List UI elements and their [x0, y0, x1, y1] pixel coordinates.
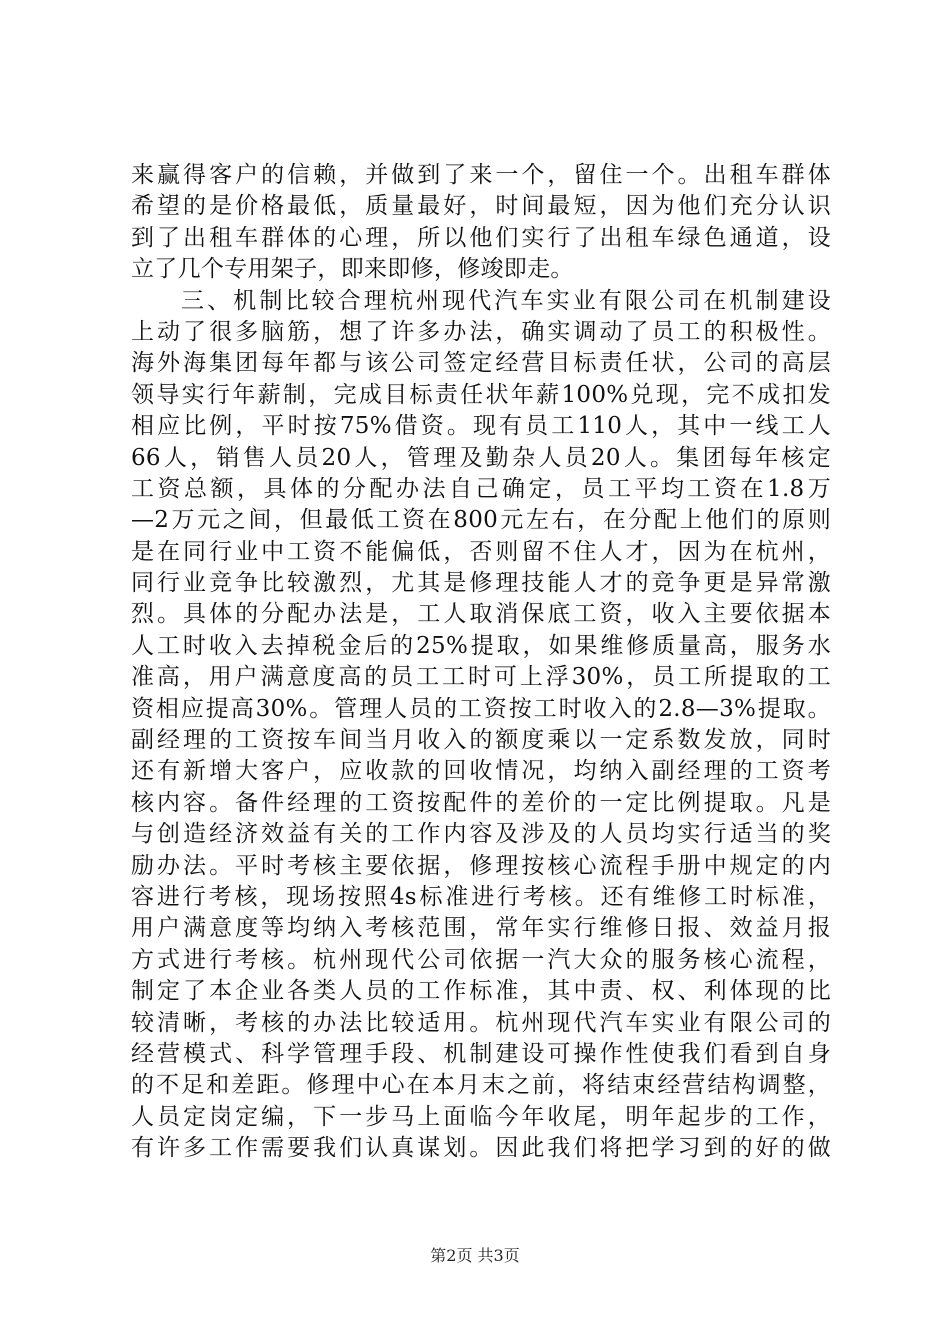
text-line: 方式进行考核。杭州现代公司依据一汽大众的服务核心流程， [131, 946, 831, 973]
text-line: 希望的是价格最低，质量最好，时间最短，因为他们充分认识 [131, 193, 831, 220]
text-line: 核内容。备件经理的工资按配件的差价的一定比例提取。凡是 [131, 789, 831, 816]
text-line: 海外海集团每年都与该公司签定经营目标责任状，公司的高层 [131, 350, 831, 377]
text-line: 立了几个专用架子，即来即修，修竣即走。 [131, 256, 574, 283]
document-body [131, 160, 831, 1165]
text-line: 较清晰，考核的办法比较适用。杭州现代汽车实业有限公司的 [131, 1009, 831, 1036]
page-footer [0, 1243, 950, 1266]
text-line: 同行业竞争比较激烈，尤其是修理技能人才的竞争更是异常激 [131, 570, 831, 597]
text-line: 有许多工作需要我们认真谋划。因此我们将把学习到的好的做 [131, 1135, 831, 1162]
text-line: 来赢得客户的信赖，并做到了来一个，留住一个。出租车群体 [131, 162, 831, 188]
text-line: 准高，用户满意度高的员工工时可上浮30%，员工所提取的工 [131, 664, 831, 691]
text-line: 工资总额，具体的分配办法自己确定，员工平均工资在1.8万 [131, 475, 831, 502]
text-line: 资相应提高30%。管理人员的工资按工时收入的2.8—3%提取。 [131, 695, 831, 722]
text-line: 励办法。平时考核主要依据，修理按核心流程手册中规定的内 [131, 852, 831, 879]
paragraph-start-line: 三、机制比较合理杭州现代汽车实业有限公司在机制建设 [181, 287, 831, 314]
text-line: 领导实行年薪制，完成目标责任状年薪100%兑现，完不成扣发 [131, 381, 831, 408]
text-line: 是在同行业中工资不能偏低，否则留不住人才，因为在杭州， [131, 538, 831, 565]
text-line: 烈。具体的分配办法是，工人取消保底工资，收入主要依据本 [131, 601, 831, 628]
text-line: 上动了很多脑筋，想了许多办法，确实调动了员工的积极性。 [131, 318, 831, 345]
text-line: 经营模式、科学管理手段、机制建设可操作性使我们看到自身 [131, 1040, 831, 1067]
page-number: 第2页 共3页 [430, 1246, 520, 1265]
text-line: 用户满意度等均纳入考核范围，常年实行维修日报、效益月报 [131, 915, 831, 942]
text-line: 的不足和差距。修理中心在本月末之前，将结束经营结构调整， [131, 1072, 831, 1099]
text-line: 与创造经济效益有关的工作内容及涉及的人员均实行适当的奖 [131, 821, 831, 848]
text-line: 人工时收入去掉税金后的25%提取，如果维修质量高，服务水 [131, 632, 831, 659]
text-line: 副经理的工资按车间当月收入的额度乘以一定系数发放，同时 [131, 727, 831, 754]
text-line: 人员定岗定编，下一步马上面临今年收尾，明年起步的工作， [131, 1103, 831, 1130]
text-line: 还有新增大客户，应收款的回收情况，均纳入副经理的工资考 [131, 758, 831, 785]
text-line: 到了出租车群体的心理，所以他们实行了出租车绿色通道，设 [131, 224, 831, 251]
text-line: 相应比例，平时按75%借资。现有员工110人，其中一线工人 [131, 413, 831, 440]
text-line: 容进行考核，现场按照4s标准进行考核。还有维修工时标准， [131, 883, 831, 910]
text-line: —2万元之间，但最低工资在800元左右，在分配上他们的原则 [131, 507, 831, 534]
text-line: 制定了本企业各类人员的工作标准，其中责、权、利体现的比 [131, 978, 831, 1005]
text-line: 66人，销售人员20人，管理及勤杂人员20人。集团每年核定 [131, 444, 831, 471]
